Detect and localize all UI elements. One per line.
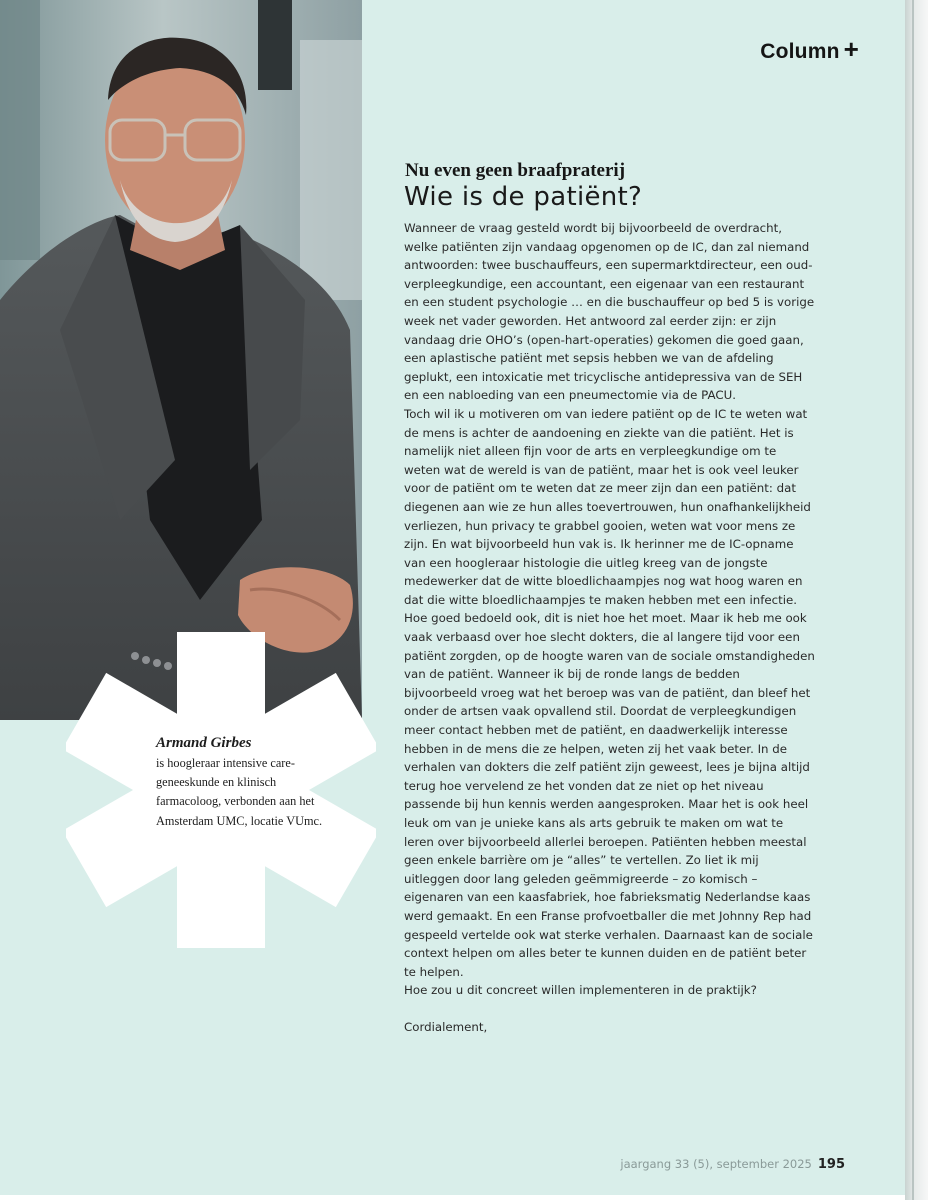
- author-name: Armand Girbes: [156, 735, 252, 751]
- article-title: Wie is de patiënt?: [404, 182, 643, 212]
- page-footer: [620, 1157, 845, 1172]
- author-portrait-photo: [0, 0, 362, 720]
- section-name: Column: [760, 40, 840, 63]
- article-body: [404, 219, 816, 1037]
- page-fold-line: [912, 0, 914, 1200]
- author-description: is hoogleraar intensive care-geneeskunde en klinisch farmacoloog, verbonden aan het Amsterdam UMC, locatie VUmc.: [156, 756, 323, 828]
- body-paragraph-3: Hoe zou u dit concreet willen implementeren in de praktijk?: [404, 983, 757, 998]
- portrait-illustration: [0, 0, 362, 720]
- plus-icon: +: [843, 34, 859, 64]
- author-bio: [156, 735, 326, 831]
- body-paragraph-1: Wanneer de vraag gesteld wordt bij bijvoorbeeld de overdracht, welke patiënten zijn vandaag opgenomen op de IC, dan zal niemand antwoorden: twee buschauffeurs, een supermarktdirecteur, een oud-verpleegkundige, een accountant, een eigenaar van een restaurant en een student psychologie … en die buschauffeur op bed 5 is vorige week net vader geworden. Het antwoord zal eerder zijn: er zijn vandaag drie OHO’s (open-hart-operaties) gekomen die goed gaan, een aplastische patiënt met sepsis hebben we van de afdeling geplukt, een intoxicatie met tricyclische antidepressiva van de SEH en een nabloeding van een pneumectomie via de PACU.: [404, 221, 815, 403]
- page-edge: [905, 0, 928, 1200]
- section-label: [760, 34, 859, 65]
- article-signoff: Cordialement,: [404, 1019, 488, 1034]
- article-kicker: Nu even geen braafpraterij: [405, 160, 626, 181]
- page-number: 195: [817, 1157, 845, 1172]
- body-paragraph-2: Toch wil ik u motiveren om van iedere patiënt op de IC te weten wat de mens is achter de aandoening en ziekte van die patiënt. Het is namelijk niet alleen fijn voor de arts en verpleegkundige om te weten wat de wereld is van de patiënt, maar het is ook veel leuker voor de patiënt om te weten dat ze meer zijn dan een patiënt: dat diegenen aan wie ze hun alles toevertrouwen, hun onafhankelijkheid verliezen, hun privacy te grabbel gooien, weten wat voor mens ze zijn. En wat bijvoorbeeld hun vak is. Ik herinner me de IC-opname van een hoogleraar histologie die uitleg kreeg van de jongste medewerker dat de witte bloedlichaampjes nog wat hoog waren en dat die witte bloedlichaampjes te maken hebben met een infectie. Hoe goed bedoeld ook, dit is niet hoe het moet. Maar ik heb me ook vaak verbaasd over hoe slecht dokters, die al langere tijd voor een patiënt zorgden, op de hoogte waren van de sociale omstandigheden van de patiënt. Wanneer ik bij de ronde langs de bedden bijvoorbeeld vroeg wat het beroep was van de patiënt, dan bleef het onder de artsen vaak opvallend stil. Doordat de verpleegkundigen meer contact hebben met de patiënt, en daadwerkelijk interesse hebben in de mens die ze helpen, weten zij het vaak beter. In de verhalen van dokters die zelf patiënt zijn geweest, lees je bijna altijd terug hoe vervelend ze het vonden dat ze niet op het niveau passende bij hun kennis werden aangesproken. Maar het is ook heel leuk om van je unieke kans als arts gebruik te maken om wat te leren over bijvoorbeeld allerlei beroepen. Patiënten hebben meestal geen enkele barrière om je “alles” te vertellen. Zo liet ik mij uitleggen door lang geleden geëmmigreerde – zo komisch – eigenaren van een kaasfabriek, hoe fabrieksmatig Nederlandse kaas werd gemaakt. En een Franse profvoetballer die met Johnny Rep had gespeeld vertelde ook wat sterke verhalen. Daarnaast kan de sociale context helpen om alles beter te kunnen duiden en de patiënt beter te helpen.: [404, 406, 815, 979]
- issue-info: jaargang 33 (5), september 2025: [620, 1157, 812, 1171]
